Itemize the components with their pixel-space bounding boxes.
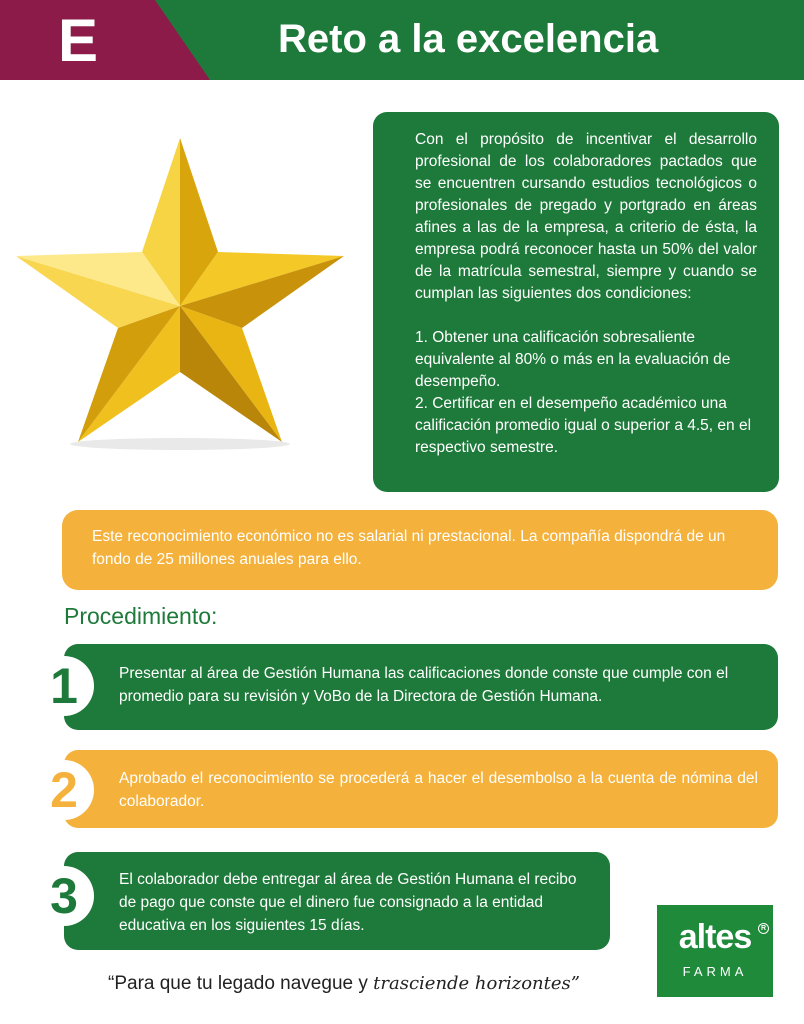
procedure-title: Procedimiento: [64, 603, 218, 629]
intro-paragraph: Con el propósito de incentivar el desarrollo profesional de los colaboradores pactados que se encuentren cursando estudios tecnológicos o profesionales de pregado y portgrado en áreas afines a las de la empresa, a criterio de ésta, la empresa podrá reconocer hasta un 50% del valor de la matrícula semestral, siempre y cuando se cumplan las siguientes dos condiciones: [415, 131, 757, 302]
condition-2: 2. Certificar en el desempeño académico una calificación promedio igual o superior a 4.5, en el respectivo semestre. [415, 395, 752, 456]
step-3-box: El colaborador debe entregar al área de Gestión Humana el recibo de pago que conste que el dinero fue consignado a la entidad educativa en los siguientes 15 días. [64, 852, 610, 950]
step-1-number: 1 [50, 658, 78, 714]
slogan-script: trasciende horizontes” [373, 973, 580, 994]
intro-box [373, 112, 779, 492]
page-title: Reto a la excelencia [278, 17, 659, 61]
header-bar [0, 0, 804, 80]
step-2-number: 2 [50, 762, 78, 818]
slogan-main: “Para que tu legado navegue y [108, 973, 374, 994]
step-3-number: 3 [50, 868, 78, 924]
note-box: Este reconocimiento económico no es salarial ni prestacional. La compañía dispondrá de un fondo de 25 millones anuales para ello. [62, 510, 778, 590]
condition-1: 1. Obtener una calificación sobresaliente equivalente al 80% o más en la evaluación de desempeño. [415, 329, 731, 390]
altes-logo [657, 905, 773, 997]
header-letter: E [58, 7, 99, 74]
gold-star-icon [14, 134, 346, 454]
logo-subtitle: FARMA [682, 964, 748, 979]
logo-name: altes [678, 918, 752, 956]
header-letter-tab [0, 0, 210, 80]
registered-mark: R [758, 923, 769, 934]
step-2-box: Aprobado el reconocimiento se procederá a hacer el desembolso a la cuenta de nómina del colaborador. [64, 750, 778, 828]
slogan [108, 970, 580, 998]
step-1-box: Presentar al área de Gestión Humana las calificaciones donde conste que cumple con el promedio para su revisión y VoBo de la Directora de Gestión Humana. [64, 644, 778, 730]
